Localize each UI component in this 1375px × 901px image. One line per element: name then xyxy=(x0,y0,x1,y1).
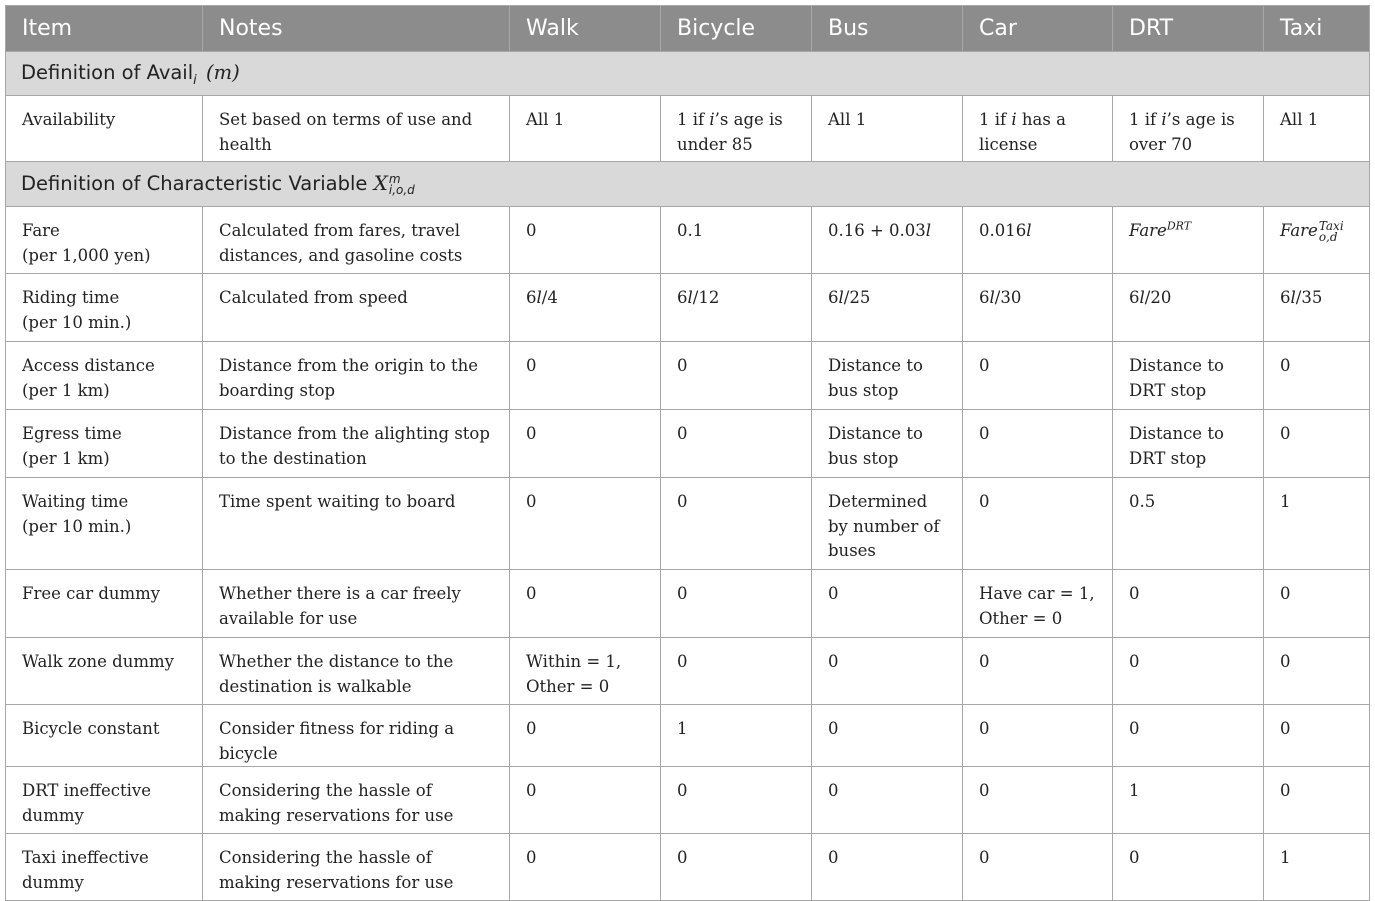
cell-car: 0 xyxy=(963,767,1113,834)
cell-item xyxy=(6,207,203,274)
header-drt: DRT xyxy=(1113,6,1264,52)
cell-car-var: l xyxy=(1026,221,1032,240)
cell-item xyxy=(6,342,203,410)
table-row-fare xyxy=(6,207,1370,274)
cell-bicycle-pre: 1 if xyxy=(677,110,710,129)
cell-drt: 0 xyxy=(1113,834,1264,901)
cell-walk: 0 xyxy=(510,342,661,410)
cell-bus-var: l xyxy=(925,221,932,240)
cell-taxi: 0 xyxy=(1264,767,1370,834)
cell-walk-pre: 6 xyxy=(526,288,537,307)
cell-drt xyxy=(1113,96,1264,162)
cell-bicycle: 0 xyxy=(661,834,812,901)
cell-notes: Whether there is a car freely available for use xyxy=(203,570,510,638)
cell-notes: Set based on terms of use and health xyxy=(203,96,510,162)
cell-bicycle: 0 xyxy=(661,767,812,834)
cell-drt-fare: Fare xyxy=(1129,221,1167,240)
cell-item-line2: (per 1 km) xyxy=(22,448,110,468)
cell-item: Free car dummy xyxy=(6,570,203,638)
section-characteristic-variable-definition xyxy=(6,162,1370,207)
cell-car-post: /30 xyxy=(994,288,1022,307)
cell-taxi: 0 xyxy=(1264,705,1370,767)
cell-drt-var: l xyxy=(1139,288,1145,307)
section-title-sup: m xyxy=(388,171,401,186)
cell-bus-post: /25 xyxy=(843,288,871,307)
cell-bicycle-post: ’s age is under 85 xyxy=(677,110,783,154)
cell-bicycle xyxy=(661,96,812,162)
header-notes: Notes xyxy=(203,6,510,52)
cell-taxi-fare-sub: o,d xyxy=(1318,229,1338,244)
cell-drt: Distance to DRT stop xyxy=(1113,410,1264,478)
cell-bus: 0 xyxy=(812,767,963,834)
cell-bus-var: l xyxy=(838,288,844,307)
header-taxi: Taxi xyxy=(1264,6,1370,52)
cell-notes: Consider fitness for riding a bicycle xyxy=(203,705,510,767)
cell-drt: 0.5 xyxy=(1113,478,1264,570)
cell-car-var: l xyxy=(989,288,995,307)
cell-walk: 0 xyxy=(510,834,661,901)
cell-taxi-fare: Fare xyxy=(1280,221,1318,240)
cell-car: 0 xyxy=(963,410,1113,478)
cell-drt-pre: 1 if xyxy=(1129,110,1162,129)
cell-item: DRT ineffective dummy xyxy=(6,767,203,834)
header-row xyxy=(6,6,1370,52)
cell-walk: 0 xyxy=(510,410,661,478)
table-row-egress-time xyxy=(6,410,1370,478)
cell-bicycle: 0 xyxy=(661,570,812,638)
cell-taxi-var: l xyxy=(1290,288,1296,307)
cell-walk: 0 xyxy=(510,570,661,638)
section-title-sub: i,o,d xyxy=(388,182,415,197)
cell-walk: 0 xyxy=(510,705,661,767)
cell-car: 0 xyxy=(963,342,1113,410)
section-title-text: Definition of Avail xyxy=(21,61,194,85)
cell-car-pre: 0.016 xyxy=(979,221,1027,240)
cell-drt-pre: 6 xyxy=(1129,288,1140,307)
cell-walk: All 1 xyxy=(510,96,661,162)
section-title xyxy=(6,52,1370,96)
cell-bus: Determined by number of buses xyxy=(812,478,963,570)
cell-item: Taxi ineffective dummy xyxy=(6,834,203,901)
cell-bus: 0 xyxy=(812,570,963,638)
table-row-waiting-time xyxy=(6,478,1370,570)
cell-item: Availability xyxy=(6,96,203,162)
cell-drt: 0 xyxy=(1113,570,1264,638)
header-car: Car xyxy=(963,6,1113,52)
mode-choice-variables-table xyxy=(5,5,1370,901)
cell-bicycle: 1 xyxy=(661,705,812,767)
cell-item-line2: (per 10 min.) xyxy=(22,312,132,332)
cell-item-line1: Waiting time xyxy=(22,492,129,511)
cell-drt: 0 xyxy=(1113,638,1264,705)
cell-bus xyxy=(812,207,963,274)
header-bus: Bus xyxy=(812,6,963,52)
cell-bus: Distance to bus stop xyxy=(812,410,963,478)
cell-walk: 0 xyxy=(510,478,661,570)
table-row-free-car-dummy xyxy=(6,570,1370,638)
table-row-drt-ineffective-dummy xyxy=(6,767,1370,834)
header-walk: Walk xyxy=(510,6,661,52)
table-row-access-distance xyxy=(6,342,1370,410)
section-title-supsub xyxy=(388,171,415,197)
cell-bus: 0 xyxy=(812,834,963,901)
section-title-var: X xyxy=(373,171,388,196)
header-item: Item xyxy=(6,6,203,52)
cell-taxi: 0 xyxy=(1264,342,1370,410)
cell-car xyxy=(963,96,1113,162)
cell-bicycle: 0 xyxy=(661,478,812,570)
cell-bicycle-var: l xyxy=(687,288,693,307)
cell-walk: Within = 1, Other = 0 xyxy=(510,638,661,705)
cell-taxi-pre: 6 xyxy=(1280,288,1291,307)
cell-car xyxy=(963,207,1113,274)
cell-taxi: 0 xyxy=(1264,638,1370,705)
cell-bus xyxy=(812,274,963,342)
cell-walk: 0 xyxy=(510,767,661,834)
cell-bicycle xyxy=(661,274,812,342)
cell-taxi-post: /35 xyxy=(1295,288,1323,307)
cell-notes: Considering the hassle of making reservations for use xyxy=(203,834,510,901)
cell-notes: Time spent waiting to board xyxy=(203,478,510,570)
cell-notes: Considering the hassle of making reservations for use xyxy=(203,767,510,834)
cell-notes: Calculated from speed xyxy=(203,274,510,342)
cell-bicycle-pre: 6 xyxy=(677,288,688,307)
cell-bicycle: 0.1 xyxy=(661,207,812,274)
cell-bicycle: 0 xyxy=(661,410,812,478)
cell-car: 0 xyxy=(963,478,1113,570)
table-row-availability xyxy=(6,96,1370,162)
cell-taxi-fare-sup: Taxi xyxy=(1318,218,1344,233)
cell-car-pre: 1 if xyxy=(979,110,1012,129)
section-title-sub: i xyxy=(193,73,197,89)
table-row-taxi-ineffective-dummy xyxy=(6,834,1370,901)
cell-item-line2: (per 1,000 yen) xyxy=(22,245,151,265)
cell-car-pre: 6 xyxy=(979,288,990,307)
cell-walk: 0 xyxy=(510,207,661,274)
cell-bicycle-post: /12 xyxy=(692,288,720,307)
cell-bus: All 1 xyxy=(812,96,963,162)
cell-car xyxy=(963,274,1113,342)
table-row-walk-zone-dummy xyxy=(6,638,1370,705)
cell-taxi: 1 xyxy=(1264,834,1370,901)
cell-item-line2: (per 10 min.) xyxy=(22,516,132,536)
cell-drt: 1 xyxy=(1113,767,1264,834)
cell-taxi-supsub xyxy=(1318,218,1344,244)
cell-car: Have car = 1, Other = 0 xyxy=(963,570,1113,638)
cell-taxi: 0 xyxy=(1264,410,1370,478)
cell-drt-post: ’s age is over 70 xyxy=(1129,110,1235,154)
cell-drt: Distance to DRT stop xyxy=(1113,342,1264,410)
section-availability-definition xyxy=(6,52,1370,96)
cell-item xyxy=(6,478,203,570)
cell-bicycle-var: i xyxy=(709,110,715,129)
cell-car: 0 xyxy=(963,705,1113,767)
section-title-text: Definition of Characteristic Variable xyxy=(21,172,374,196)
cell-notes: Distance from the origin to the boarding stop xyxy=(203,342,510,410)
cell-walk xyxy=(510,274,661,342)
table-row-riding-time xyxy=(6,274,1370,342)
header-bicycle: Bicycle xyxy=(661,6,812,52)
cell-item-line1: Access distance xyxy=(22,356,155,375)
cell-taxi xyxy=(1264,274,1370,342)
cell-drt xyxy=(1113,207,1264,274)
cell-drt-post: /20 xyxy=(1144,288,1172,307)
section-title-arg: (m) xyxy=(205,61,240,85)
cell-drt-fare-sup: DRT xyxy=(1166,219,1192,233)
cell-item-line1: Fare xyxy=(22,221,60,240)
cell-item-line2: (per 1 km) xyxy=(22,380,110,400)
cell-drt: 0 xyxy=(1113,705,1264,767)
cell-taxi: All 1 xyxy=(1264,96,1370,162)
cell-bicycle: 0 xyxy=(661,342,812,410)
cell-taxi: 1 xyxy=(1264,478,1370,570)
cell-item-line1: Egress time xyxy=(22,424,122,443)
cell-walk-post: /4 xyxy=(541,288,558,307)
cell-item: Walk zone dummy xyxy=(6,638,203,705)
cell-car-post: has a license xyxy=(979,110,1066,154)
cell-car-var: i xyxy=(1011,110,1017,129)
cell-bus: 0 xyxy=(812,638,963,705)
cell-drt-var: i xyxy=(1161,110,1167,129)
cell-bicycle: 0 xyxy=(661,638,812,705)
cell-taxi: 0 xyxy=(1264,570,1370,638)
cell-bus: Distance to bus stop xyxy=(812,342,963,410)
cell-notes: Whether the distance to the destination is walkable xyxy=(203,638,510,705)
cell-car: 0 xyxy=(963,638,1113,705)
cell-drt xyxy=(1113,274,1264,342)
cell-car: 0 xyxy=(963,834,1113,901)
section-title xyxy=(6,162,1370,207)
cell-item: Bicycle constant xyxy=(6,705,203,767)
cell-bus-pre: 6 xyxy=(828,288,839,307)
cell-taxi xyxy=(1264,207,1370,274)
cell-walk-var: l xyxy=(536,288,542,307)
cell-item xyxy=(6,410,203,478)
table-row-bicycle-constant xyxy=(6,705,1370,767)
cell-notes: Distance from the alighting stop to the destination xyxy=(203,410,510,478)
cell-item xyxy=(6,274,203,342)
cell-bus: 0 xyxy=(812,705,963,767)
cell-item-line1: Riding time xyxy=(22,288,120,307)
cell-notes: Calculated from fares, travel distances, and gasoline costs xyxy=(203,207,510,274)
cell-bus-pre: 0.16 + 0.03 xyxy=(828,221,926,240)
